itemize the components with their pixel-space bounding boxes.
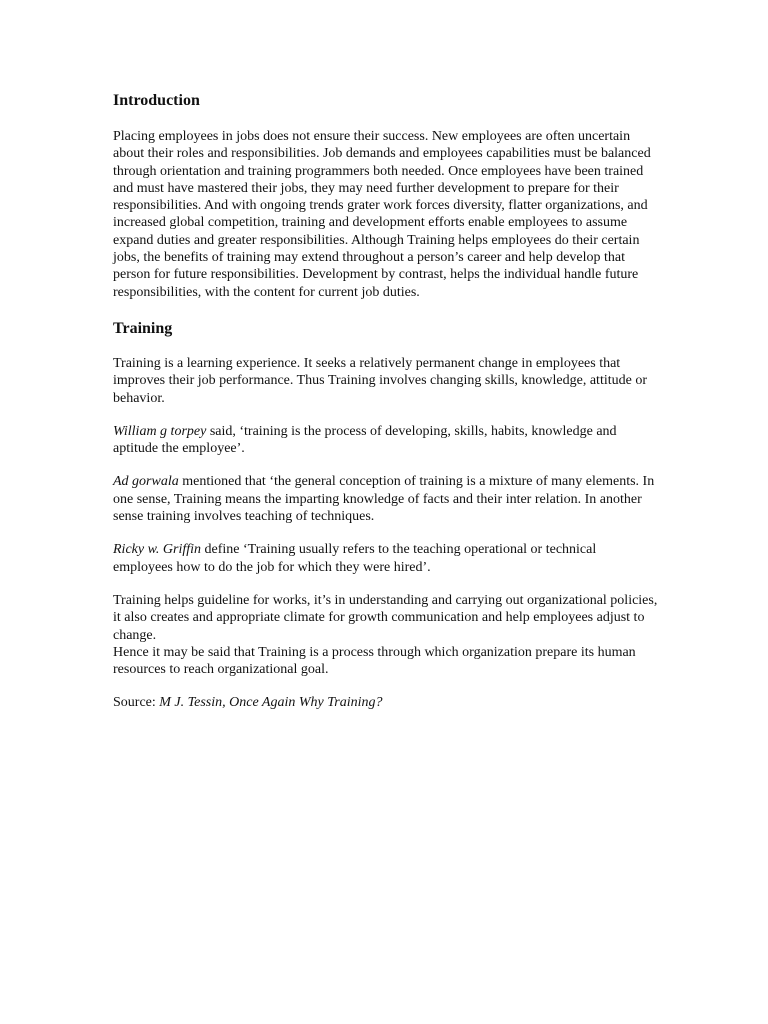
introduction-paragraph: Placing employees in jobs does not ensure their success. New employees are often uncertain about their roles and responsibilities. Job demands and employees capabilities must be balanced through orientation and training programmers both needed. Once employees have been trained and must have mastered their jobs, they may need further development to prepare for their responsibilities. And with ongoing trends grater work forces diversity, flatter organizations, and increased global competition, training and development efforts enable employees to assume expand duties and greater responsibilities. Although Training helps employees do their certain jobs, the benefits of training may extend throughout a person’s career and help develop that person for future responsibilities. Development by contrast, helps the individual handle future responsibilities, with the content for current job duties. bbox=[113, 129, 651, 300]
quote-gorwala-paragraph bbox=[113, 473, 658, 525]
quote-griffin-author: Ricky w. Griffin bbox=[113, 542, 201, 558]
document-page bbox=[113, 91, 658, 712]
quote-torpey-text: said, ‘training is the process of developing, skills, habits, knowledge and aptitude the employee’. bbox=[113, 423, 617, 457]
quote-gorwala-author: Ad gorwala bbox=[113, 474, 179, 490]
quote-gorwala-text: mentioned that ‘the general conception of training is a mixture of many elements. In one sense, Training means the imparting knowledge of facts and their inter relation. In another sense training involves teaching of techniques. bbox=[113, 474, 655, 525]
introduction-heading: Introduction bbox=[113, 92, 200, 109]
quote-griffin-paragraph bbox=[113, 541, 658, 576]
training-heading: Training bbox=[113, 319, 173, 337]
quote-torpey-paragraph bbox=[113, 423, 658, 458]
source-citation bbox=[113, 694, 658, 711]
quote-torpey-author: William g torpey bbox=[113, 423, 207, 439]
training-definition-paragraph: Training is a learning experience. It seeks a relatively permanent change in employees that improves their job performance. Thus Training involves changing skills, knowledge, attitude or behavior. bbox=[113, 355, 647, 406]
source-label: Source: bbox=[113, 695, 160, 711]
training-guideline-paragraph: Training helps guideline for works, it’s in understanding and carrying out organizational policies, it also creates and appropriate climate for growth communication and help employees adjust to change. bbox=[113, 592, 658, 643]
training-conclusion-paragraph: Hence it may be said that Training is a process through which organization prepare its human resources to reach organizational goal. bbox=[113, 644, 636, 678]
quote-griffin-text: define ‘Training usually refers to the teaching operational or technical employees how to do the job for which they were hired’. bbox=[113, 542, 597, 575]
source-text: M J. Tessin, Once Again Why Training? bbox=[159, 695, 383, 711]
